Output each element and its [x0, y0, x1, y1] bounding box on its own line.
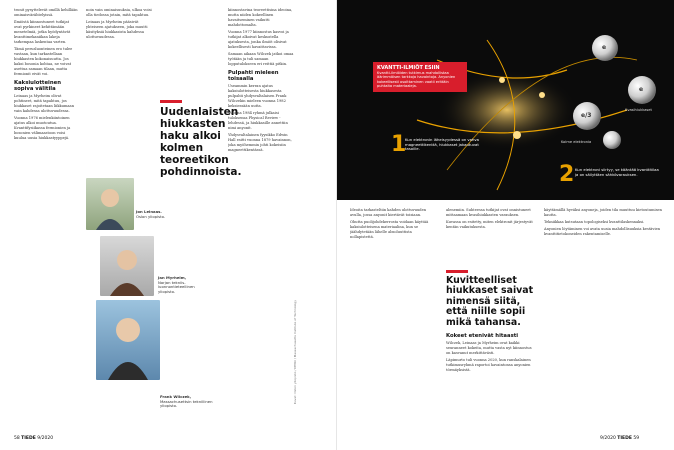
- ball-label-3: e: [639, 86, 644, 93]
- right-column-3: [544, 208, 662, 428]
- caption-affil: Norjan tekniis-luonnontieteellinen yliopisto.: [158, 279, 195, 294]
- page-number: 58: [14, 436, 20, 441]
- caption-affil: Oslon yliopisto.: [136, 213, 166, 219]
- accent-bar: [160, 100, 182, 103]
- issue-number: 9/2020: [600, 436, 616, 441]
- portrait-myrheim: [100, 236, 154, 296]
- pull-quote-text: Kuvitteelliset hiukkaset saivat nimensä siitä, että niille sopii mikä tahansa.: [446, 275, 534, 328]
- right-column-2b: [446, 330, 534, 430]
- hero-info-box: [373, 62, 467, 92]
- paragraph: Ideoita tarkasteltiin kahden ulottuvuuden avulla, jossa anyonit kiertävät toisiaan.: [350, 208, 427, 217]
- photo-credit: Kuvat: Oslon yliopisto / NTNU / Massachusetts Institute of Technology: [293, 300, 297, 405]
- portrait-image: [86, 178, 134, 230]
- paragraph: tronit pysyttelevät omillä kehillään ominaisvärähtelyissä.: [14, 8, 78, 17]
- paragraph: Ilmiöstä kiinnostuneet tutkijat ovat pyrkineet kehittämään menetelmiä, jotka hyödyntävät kvanttimekaniikan lakeja tarkempaa laskentaa varten.: [14, 20, 71, 44]
- callout-2: [559, 162, 663, 187]
- pull-quote-2: [446, 270, 534, 328]
- accent-bar: [446, 270, 468, 273]
- right-column-2: [446, 208, 534, 268]
- paragraph: Wilczek, Leinaas ja Myrheim ovat kaikki seuranneet kokeita, mutta vasta nyt kiinnostus on kasvanut merkittävästi.: [446, 341, 532, 355]
- quasi-caption: Kvasihiukkaset: [625, 108, 652, 112]
- subheading: Kaksiulotteinen sopiva välitila: [14, 80, 62, 92]
- callout-text: Kun elektroni siirtyy, se kääntää kvanttitilaa ja on säilyttäen sähkövarauksen.: [575, 167, 659, 177]
- footer-right: [600, 436, 639, 441]
- paragraph: Läpimurto tuli vuonna 2020, kun ranskalainen tutkimusryhmä raportoi havaintonsa anyonien törmäyksistä.: [446, 358, 531, 372]
- portrait-leinaas: [86, 178, 134, 230]
- left-column-3: [228, 8, 296, 428]
- paragraph: Vuonna 1984 ryhmä julkaisi tuloksensa Physical Review -lehdessä, ja hiukkasille annettiin nimi anyonit.: [228, 111, 288, 130]
- callout-1: [391, 132, 481, 157]
- hero-box-title: KVANTTI-ILMIÖT ESIIN: [377, 65, 440, 71]
- left-column-2: [86, 8, 152, 88]
- paragraph: Leinaas ja Myrheim pääsivät yhteiseen ajatukseen, joka muutti käsityksiä hiukkasista kahdessa ulottuvuudessa.: [86, 20, 148, 39]
- callout-number: 1: [391, 132, 407, 157]
- hero-box-body: Kvantti-ilmiöiden tutkimus mahdollistaa äärimmäisen tarkkoja havaintoja. Anyonien kokeellisesti osoittaminen vaatii erittäin puhtaita materiaaleja.: [377, 71, 456, 89]
- ball-caption: Kolme elektronia: [561, 140, 592, 144]
- paragraph: Vuonna 1977 kiinnostus kasvoi ja tutkijat alkoivat keskustella ajatuksesta, jonka ilmiöt olisivat kokeellisesti havaittavissa.: [228, 30, 289, 49]
- issue-number: 9/2020: [37, 436, 54, 441]
- caption-affil: Massachusettsin teknillinen yliopisto.: [160, 398, 213, 409]
- caption-name: Jon Leinaas.: [136, 209, 162, 214]
- ball-label-1: e: [602, 44, 607, 51]
- paragraph: käyttämällä hyväksi anyoneja, joiden tila muuttuu kietoutumisen kautta.: [544, 208, 662, 217]
- hero-illustration: [337, 0, 674, 200]
- portrait-wilczek: [96, 300, 160, 380]
- pull-quote: [160, 100, 242, 178]
- portrait-image: [100, 236, 154, 296]
- caption-name: Frank Wilczek,: [160, 394, 192, 399]
- brand-name: TIEDE: [617, 436, 632, 441]
- caption-myrheim: [158, 276, 210, 294]
- paragraph: Leinaas ja Myrheim olivat pohtineet, mitä tapahtuu, jos hiukkaset rajoitetaan liikkumaan vain kahdessa ulottuvuudessa.: [14, 94, 75, 113]
- paragraph: Vuonna 1976 mielenkiintoinen ajatus alkoi muotoutua. Kvanttifysiikassa fermionien ja bosonien välimaastoon voisi kuulua uusia hiukkastyyppejä.: [14, 116, 71, 140]
- callout-text: Kun elektronin läheisyydessä on vahva magneettikenttä, hiukkaset jakautuvat tasoille.: [405, 137, 479, 152]
- paragraph: Useammin kerran ajatus kaksiulotteisesta hiukkasesta pulpahti yhdysvaltalaisen Frank Wilczekin mieleen vuonna 1982 keksiessään uutta.: [228, 84, 287, 108]
- paragraph: Tekniikkaa kutsutaan topologiseksi kvanttilaskennaksi.: [544, 220, 645, 224]
- paragraph: Samaan aikaan Wilczek jatkoi omaa työtään ja tuli samaan lopputulokseen eri reittiä pitkin.: [228, 52, 294, 66]
- paragraph: Tämä perusluonteinen ero tulee vastaan, kun tarkastellaan hiukkasten kokonaisuutta. Jos kaksi bosonia kohtaa, ne voivat asettua samaan tilaan, mutta fermionit eivät voi.: [14, 47, 73, 76]
- page-number: 59: [633, 436, 640, 441]
- paragraph: Ohutta puolijohdekerrosta voidaan käyttää kaksiulotteisena materiaalina, kun se jäähdytetään lähelle absoluuttista nollapistettä.: [350, 220, 429, 239]
- left-column-1: [14, 8, 78, 428]
- callout-number: 2: [559, 162, 575, 187]
- paragraph: Yhdysvaltalainen fyysikko Edwin Hall esitti vuonna 1879 havainnon, joka myöhemmin johti kokeisiin magneettikentässä.: [228, 133, 292, 152]
- footer-left: [14, 436, 53, 441]
- caption-wilczek: [160, 395, 214, 409]
- subheading: Pulpahti mieleen toisaalla: [228, 70, 279, 82]
- subheading: Kokeet etenivät hitaasti: [446, 333, 519, 339]
- paragraph: Kuvassa on esitetty, miten elektronit järjestyvät kentän vaikutuksesta.: [446, 220, 533, 229]
- paragraph: Anyonien löytäminen voi avata uusia mahdollisuuksia kestävien kvanttitietokoneiden rakentamiselle.: [544, 227, 661, 236]
- caption-name: Jan Myrheim,: [158, 275, 187, 280]
- portrait-image: [96, 300, 160, 380]
- caption-leinaas: [136, 210, 172, 219]
- brand-name: TIEDE: [21, 436, 36, 441]
- pull-quote-text: Uudenlaisten hiukkasten haku alkoi kolmen teoreetikon pohdinnoista.: [160, 106, 242, 178]
- ball-label-2: e/3: [581, 112, 592, 119]
- paragraph: alenemiin. Suhteessa tutkijat ovat onnistuneet mittaamaan kvasihiukkasten varauksen.: [446, 208, 531, 217]
- paragraph: kiinnostavina teoreettisina ideoina, mutta niiden kokeellinen havaitseminen vaikutti mahdottomalta.: [228, 8, 293, 27]
- right-column-1: [350, 208, 436, 428]
- paragraph: noin vain ominaisuuksia, ulkoa voisi olla tiedossa jotain, mitä tapahtuu.: [86, 8, 152, 17]
